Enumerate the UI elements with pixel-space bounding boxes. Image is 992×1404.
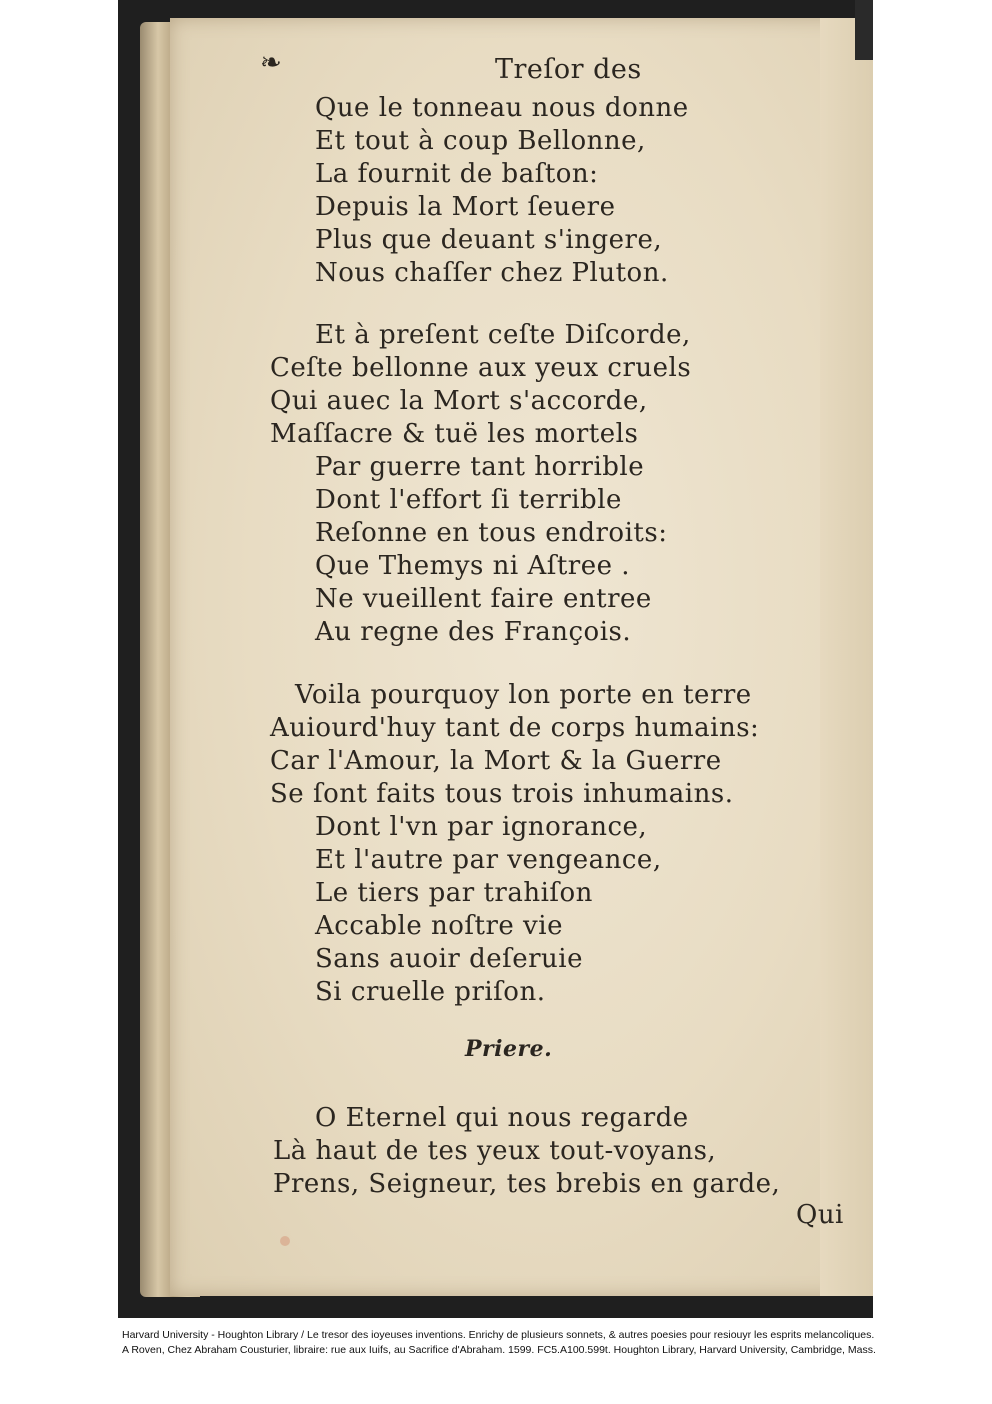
verse-line: Le tiers par trahiſon — [315, 878, 593, 908]
verse-line: Accable noſtre vie — [315, 911, 563, 941]
verse-line: Nous chaſſer chez Pluton. — [315, 258, 669, 288]
verse-line: Depuis la Mort ſeuere — [315, 192, 616, 222]
section-title: Priere. — [465, 1036, 553, 1062]
verse-line: Se ſont faits tous trois inhumains. — [270, 779, 734, 809]
running-title: Treſor des — [495, 54, 642, 85]
verse-line: Dont l'effort ſi terrible — [315, 485, 622, 515]
verse-line: Que le tonneau nous donne — [315, 93, 689, 123]
verse-line: Et tout à coup Bellonne, — [315, 126, 646, 156]
verse-line: Plus que deuant s'ingere, — [315, 225, 663, 255]
header-ornament: ❧ — [260, 48, 282, 78]
verse-line: Reſonne en tous endroits: — [315, 518, 668, 548]
page-text — [170, 18, 844, 1296]
scanned-page-image — [118, 0, 873, 1318]
paper-stain — [280, 1236, 290, 1246]
verse-line: Voila pourquoy lon porte en terre — [295, 680, 752, 710]
verse-line: Auiourd'huy tant de corps humains: — [270, 713, 760, 743]
verse-line: Prens, Seigneur, tes brebis en garde, — [273, 1169, 781, 1199]
verse-line: O Eternel qui nous regarde — [315, 1103, 689, 1133]
verse-line: Dont l'vn par ignorance, — [315, 812, 648, 842]
scan-ruler — [855, 0, 873, 60]
verse-line: Ne vueillent faire entree — [315, 584, 652, 614]
verse-line: Et l'autre par vengeance, — [315, 845, 662, 875]
verse-line: Si cruelle priſon. — [315, 977, 546, 1007]
verse-line: Là haut de tes yeux tout-voyans, — [273, 1136, 717, 1166]
verse-line: Ceſte bellonne aux yeux cruels — [270, 353, 692, 383]
caption-line: Harvard University - Houghton Library / Le tresor des ioyeuses inventions. Enrichy de plusieurs sonnets, & autres poesies pour resiouyr les esprits melancoliques. — [122, 1329, 875, 1341]
verse-line: Au regne des François. — [315, 617, 632, 647]
book-page — [170, 18, 850, 1296]
verse-line: Maſſacre & tuë les mortels — [270, 419, 639, 449]
image-caption — [122, 1328, 882, 1358]
verse-line: La fournit de baſton: — [315, 159, 599, 189]
caption-line: A Roven, Chez Abraham Cousturier, libraire: rue aux Iuifs, au Sacrifice d'Abraham. 1599. FC5.A100.599t. Houghton Library, Harvard University, Cambridge, Mass. — [122, 1344, 876, 1356]
catchword: Qui — [796, 1200, 844, 1230]
verse-line: Par guerre tant horrible — [315, 452, 645, 482]
facing-page-bleed — [820, 18, 873, 1296]
verse-line: Car l'Amour, la Mort & la Guerre — [270, 746, 722, 776]
verse-line: Que Themys ni Aſtree . — [315, 551, 631, 581]
verse-line: Et à preſent ceſte Diſcorde, — [315, 320, 691, 350]
verse-line: Qui auec la Mort s'accorde, — [270, 386, 648, 416]
verse-line: Sans auoir deſeruie — [315, 944, 583, 974]
